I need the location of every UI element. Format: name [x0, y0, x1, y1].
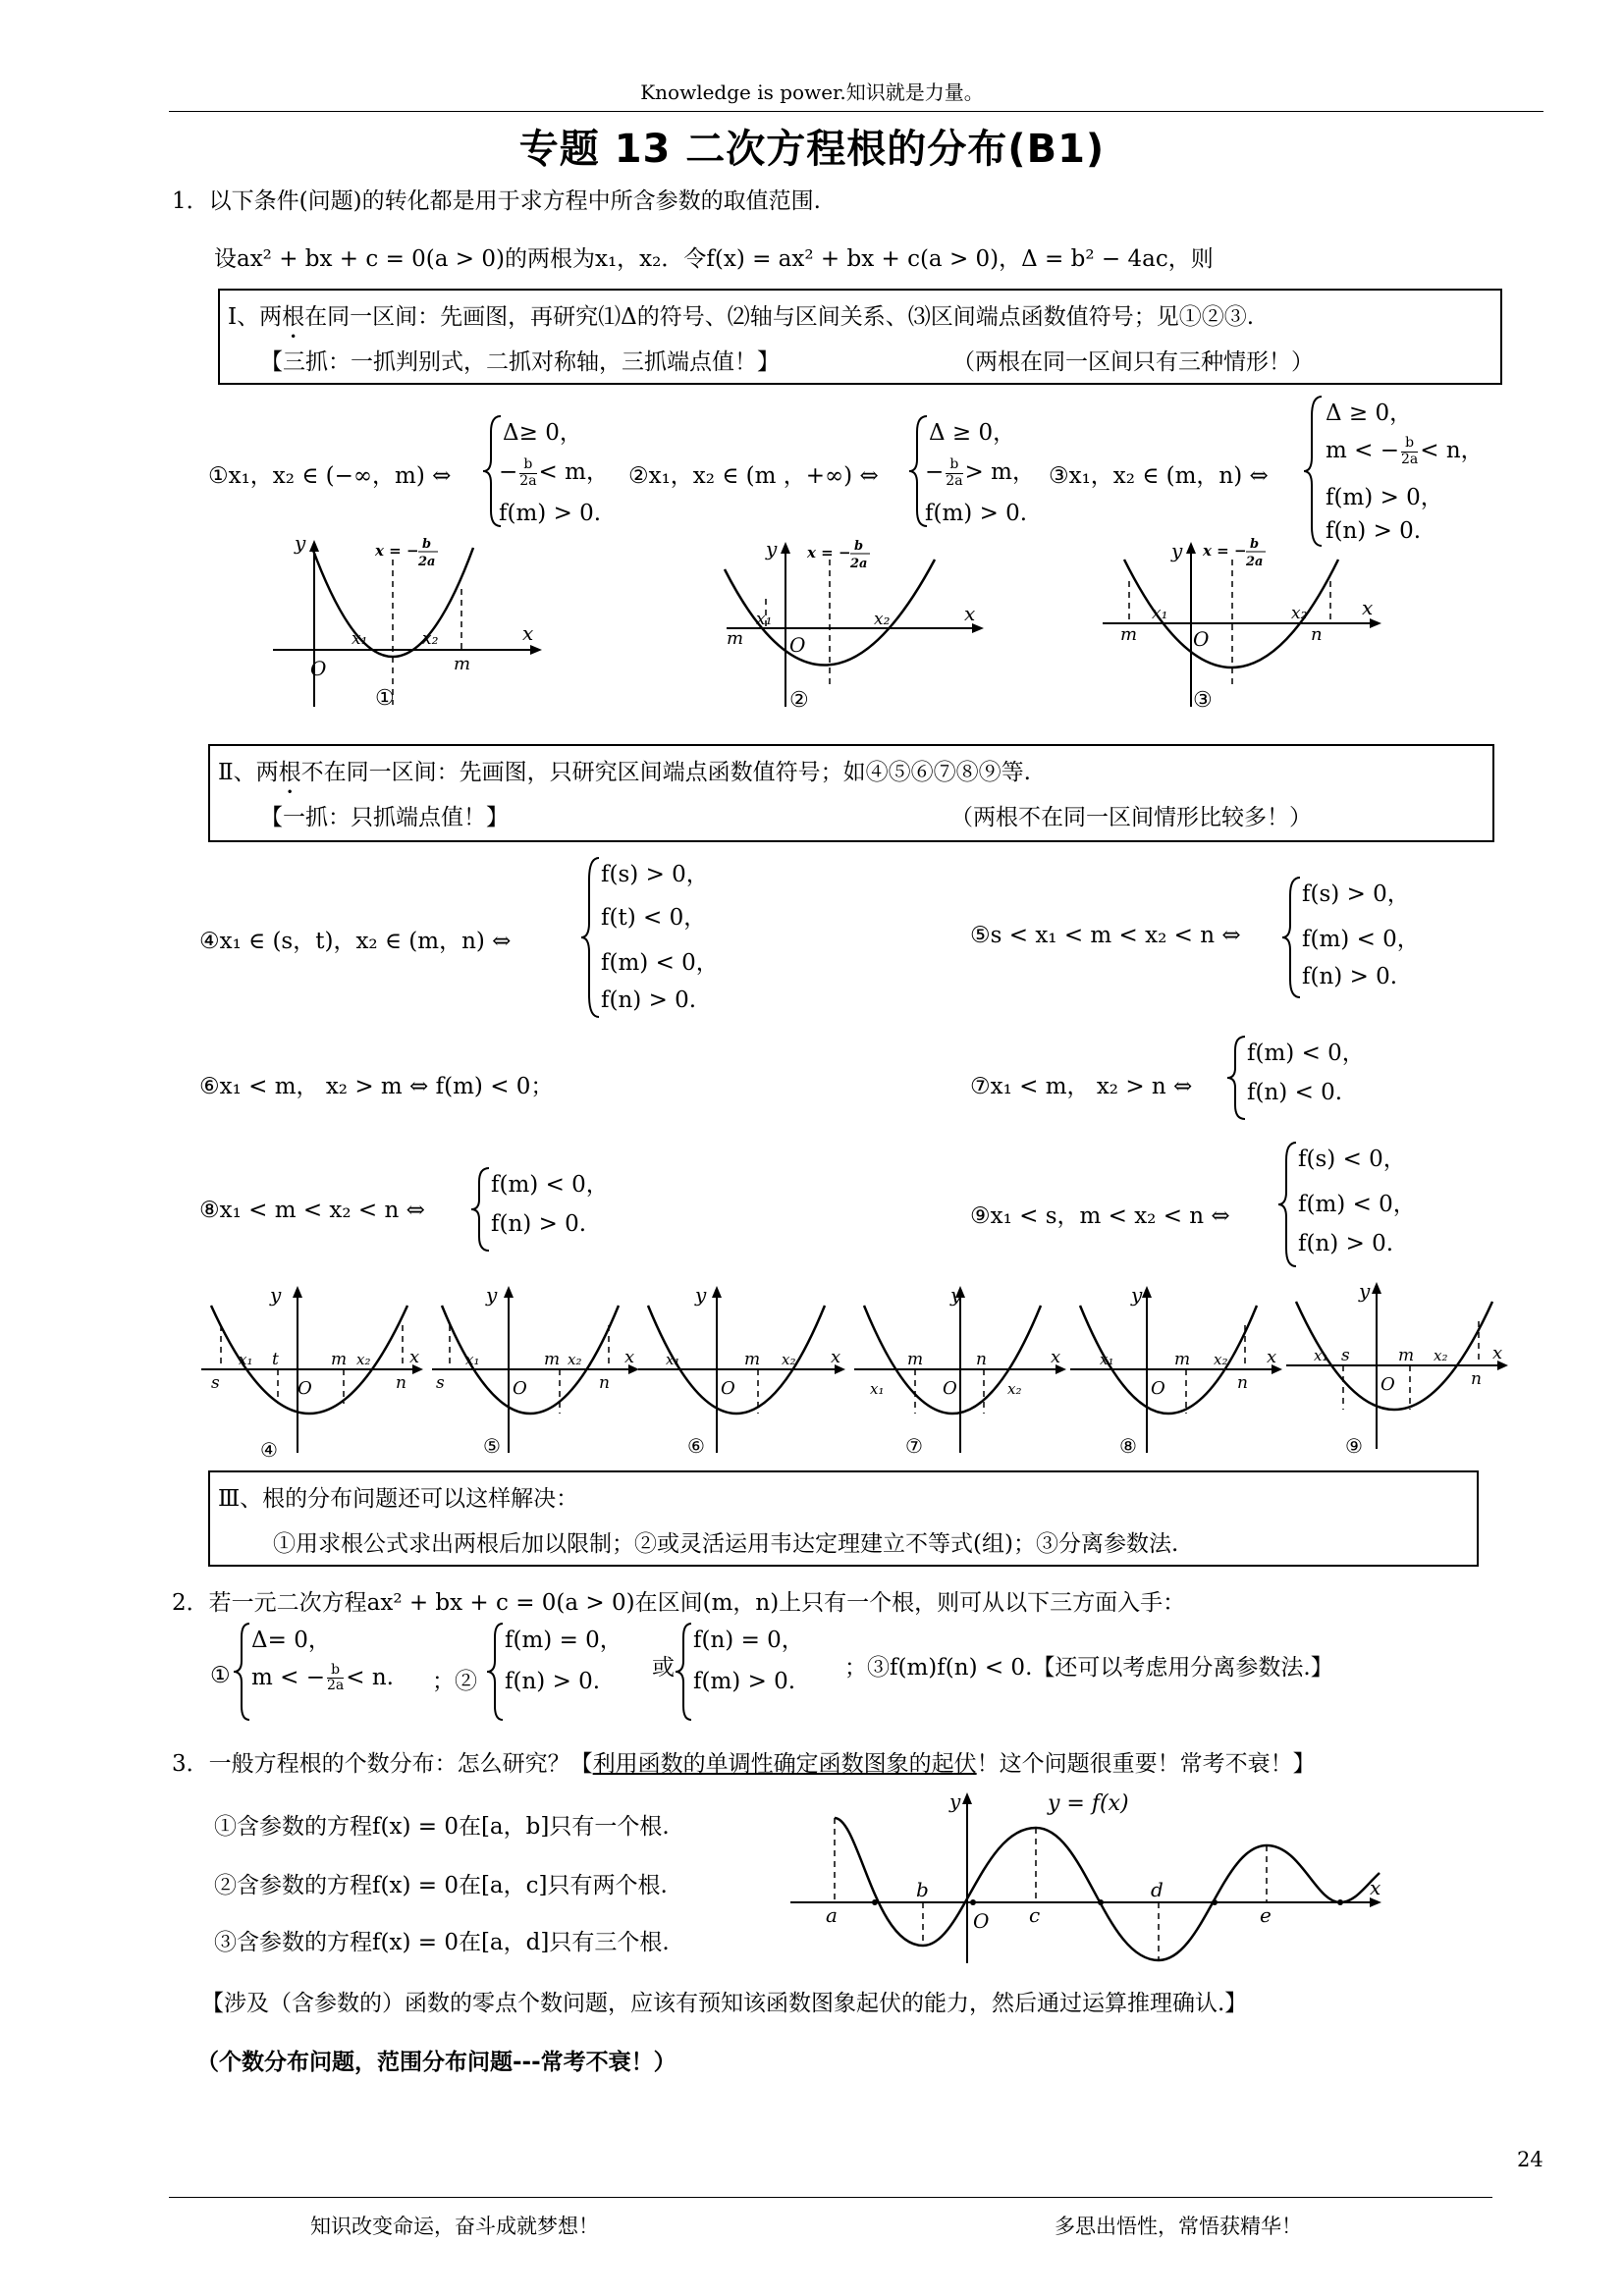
footer-rule — [169, 2197, 1492, 2198]
svg-text:x₂: x₂ — [1214, 1351, 1228, 1368]
svg-text:O: O — [973, 1909, 990, 1933]
case1-row3: f(m) > 0. — [499, 501, 602, 526]
svg-text:x₁: x₁ — [756, 610, 773, 629]
case5-row2: f(m) < 0， — [1302, 927, 1420, 952]
svg-text:m: m — [727, 628, 744, 649]
svg-text:b: b — [854, 539, 864, 554]
svg-text:d: d — [1151, 1878, 1164, 1901]
graph-case3 — [1095, 530, 1389, 717]
svg-text:y: y — [270, 1283, 282, 1307]
svg-text:a: a — [826, 1903, 838, 1927]
s3-item3: ③含参数的方程f(x) = 0在[a，d]只有三个根. — [214, 1930, 670, 1955]
svg-text:x: x — [1362, 596, 1374, 619]
svg-text:n: n — [1237, 1373, 1248, 1393]
svg-text:O: O — [298, 1378, 312, 1399]
case3-row4: f(n) > 0. — [1326, 518, 1422, 544]
svg-text:n: n — [1311, 624, 1323, 645]
case1-lhs: ①x₁，x₂ ∈ (−∞，m) ⇔ — [208, 463, 452, 489]
svg-text:x₂: x₂ — [1291, 604, 1308, 623]
svg-text:x₂: x₂ — [422, 629, 439, 649]
svg-text:2a: 2a — [418, 555, 436, 569]
svg-text:x = −: x = − — [807, 544, 851, 561]
s2-opt2-row1: f(m) = 0， — [505, 1628, 623, 1653]
graph-case5 — [432, 1276, 658, 1463]
svg-text:O: O — [1151, 1378, 1165, 1399]
s2-tail: ；③f(m)f(n) < 0.【还可以考虑用分离参数法.】 — [844, 1655, 1333, 1681]
case4-lhs: ④x₁ ∈ (s，t)，x₂ ∈ (m，n) ⇔ — [199, 929, 512, 954]
svg-text:O: O — [1193, 627, 1210, 651]
header-rule — [169, 111, 1543, 112]
s3-bold-note: （个数分布问题，范围分布问题---常考不衰！） — [196, 2050, 677, 2075]
svg-text:y: y — [950, 1283, 962, 1307]
svg-text:n: n — [396, 1373, 406, 1393]
s3-item1: ①含参数的方程f(x) = 0在[a，b]只有一个根. — [214, 1814, 670, 1840]
case4-row3: f(m) < 0， — [601, 950, 719, 976]
case3-brace — [1302, 393, 1326, 550]
svg-text:①: ① — [375, 686, 395, 711]
s2-opt1-row1: Δ= 0， — [251, 1628, 331, 1653]
s2-intro: 2．若一元二次方程ax² + bx + c = 0(a > 0)在区间(m，n)上只有一个根，则可从以下三方面入手： — [172, 1590, 1186, 1616]
svg-text:x₁: x₁ — [1100, 1351, 1114, 1368]
graph-case7 — [854, 1276, 1080, 1463]
svg-text:x: x — [522, 621, 534, 645]
box3-line1: Ⅲ、根的分布问题还可以这样解决： — [218, 1486, 579, 1512]
svg-text:y = f(x): y = f(x) — [1048, 1791, 1129, 1816]
case4-row4: f(n) > 0. — [601, 988, 697, 1013]
svg-text:x: x — [1370, 1876, 1381, 1899]
svg-text:y: y — [486, 1283, 498, 1307]
case3-row1: Δ ≥ 0， — [1326, 400, 1413, 426]
svg-text:O: O — [943, 1378, 957, 1399]
case3-row2: m < − $\frac{b}{2a}$ < n， — [1326, 435, 1484, 467]
case8-row1: f(m) < 0， — [491, 1172, 609, 1198]
case4-row1: f(s) > 0， — [601, 862, 709, 887]
box2-line2b: （两根不在同一区间情形比较多！） — [950, 805, 1312, 830]
case5-lhs: ⑤s < x₁ < m < x₂ < n ⇔ — [970, 923, 1241, 948]
s2-or: 或 — [652, 1655, 675, 1681]
svg-text:⑨: ⑨ — [1345, 1434, 1363, 1458]
svg-text:2a: 2a — [1246, 555, 1264, 569]
case3-row3: f(m) > 0， — [1326, 485, 1443, 510]
svg-text:m: m — [907, 1350, 924, 1369]
svg-text:O: O — [1380, 1374, 1395, 1395]
box1-line1: Ⅰ、两根在同一区间：先画图，再研究⑴Δ的符号、⑵轴与区间关系、⑶区间端点函数值符号；见①②③. — [228, 304, 1255, 330]
graph-case8 — [1070, 1276, 1296, 1463]
s2-opt3-brace — [674, 1620, 695, 1724]
svg-text:y: y — [766, 537, 778, 561]
case7-lhs: ⑦x₁ < m， x₂ > n ⇔ — [970, 1074, 1193, 1099]
svg-text:m: m — [1174, 1350, 1191, 1369]
box1-line2a: 【三抓：一抓判别式，二抓对称轴，三抓端点值！】 — [260, 349, 780, 375]
page-title: 专题 13 二次方程根的分布(B1) — [518, 127, 1106, 172]
s1-setup: 设ax² + bx + c = 0(a > 0)的两根为x₁，x₂．令f(x) = ax² + bx + c(a > 0)，Δ = b² − 4ac，则 — [214, 246, 1214, 272]
case7-brace — [1225, 1033, 1249, 1123]
svg-text:y: y — [1359, 1279, 1371, 1303]
case2-row3: f(m) > 0. — [925, 501, 1028, 526]
case6: ⑥x₁ < m， x₂ > m ⇔ f(m) < 0； — [199, 1074, 554, 1099]
svg-text:b: b — [1250, 537, 1260, 552]
svg-text:x₁: x₁ — [1152, 604, 1168, 623]
box1-line2b: （两根在同一区间只有三种情形！） — [952, 349, 1314, 375]
case1-row2: − $\frac{b}{2a}$ < m， — [499, 456, 609, 489]
s2-opt2-brace — [485, 1620, 507, 1724]
svg-text:y: y — [1131, 1283, 1143, 1307]
svg-text:y: y — [1171, 539, 1183, 562]
svg-text:x₁: x₁ — [870, 1380, 885, 1398]
svg-text:x₂: x₂ — [782, 1351, 796, 1368]
footer-right: 多思出悟性，常悟获精华！ — [1055, 2215, 1302, 2238]
case9-row1: f(s) < 0， — [1298, 1147, 1406, 1172]
svg-text:x₂: x₂ — [568, 1351, 582, 1368]
case9-row2: f(m) < 0， — [1298, 1192, 1416, 1217]
graph-case4 — [201, 1276, 427, 1463]
s3-intro: 3．一般方程根的个数分布：怎么研究？【利用函数的单调性确定函数图象的起伏！这个问题很重要！常考不衰！】 — [172, 1751, 1316, 1777]
svg-text:m: m — [454, 654, 471, 674]
box2-line1: Ⅱ、两根不在同一区间：先画图，只研究区间端点函数值符号；如④⑤⑥⑦⑧⑨等. — [218, 760, 1031, 785]
svg-text:m: m — [1120, 624, 1138, 645]
svg-text:x₁: x₁ — [666, 1351, 680, 1368]
svg-text:2a: 2a — [850, 557, 868, 571]
footer-left: 知识改变命运，奋斗成就梦想！ — [310, 2215, 599, 2238]
case2-lhs: ②x₁，x₂ ∈ (m ，+∞) ⇔ — [628, 463, 879, 489]
svg-text:b: b — [916, 1878, 929, 1901]
case5-row1: f(s) > 0， — [1302, 881, 1410, 907]
svg-text:m: m — [744, 1350, 761, 1369]
svg-text:②: ② — [789, 688, 809, 713]
svg-text:x = −: x = − — [1203, 542, 1247, 560]
page-number: 24 — [1517, 2148, 1543, 2171]
page-header: Knowledge is power.知识就是力量。 — [640, 80, 984, 104]
case8-brace — [469, 1164, 493, 1255]
svg-text:x: x — [409, 1347, 420, 1367]
case8-row2: f(n) > 0. — [491, 1211, 587, 1237]
svg-text:m: m — [1398, 1346, 1415, 1365]
svg-text:x₂: x₂ — [356, 1351, 371, 1368]
s2-opt3-row2: f(m) > 0. — [693, 1669, 796, 1694]
svg-text:x: x — [624, 1347, 635, 1367]
svg-text:⑦: ⑦ — [905, 1434, 923, 1458]
case1-row1: Δ≥ 0， — [503, 420, 582, 446]
graph-case6 — [638, 1276, 864, 1463]
s2-opt1-row2: m < − $\frac{b}{2a}$ < n. — [251, 1662, 394, 1694]
svg-text:x₂: x₂ — [874, 610, 891, 629]
case3-lhs: ③x₁，x₂ ∈ (m，n) ⇔ — [1049, 463, 1269, 489]
box3-line2: ①用求根公式求出两根后加以限制；②或灵活运用韦达定理建立不等式(组)；③分离参数法. — [273, 1531, 1179, 1557]
svg-text:x₁: x₁ — [465, 1351, 480, 1368]
svg-text:y: y — [295, 531, 306, 555]
svg-text:t: t — [272, 1350, 279, 1369]
graph-case2 — [707, 530, 1001, 717]
graph-fx — [790, 1789, 1389, 1965]
s2-opt1-label: ① — [210, 1663, 231, 1688]
svg-text:O: O — [310, 657, 327, 680]
svg-text:m: m — [544, 1350, 561, 1369]
svg-text:O: O — [513, 1378, 527, 1399]
svg-text:y: y — [949, 1789, 961, 1813]
svg-text:m: m — [331, 1350, 348, 1369]
svg-text:x: x — [964, 602, 976, 625]
case9-brace — [1276, 1139, 1300, 1270]
case2-row2: − $\frac{b}{2a}$ > m， — [925, 456, 1035, 489]
svg-text:O: O — [721, 1378, 735, 1399]
graph-case1 — [265, 530, 560, 717]
svg-text:s: s — [1341, 1346, 1350, 1365]
case7-row2: f(n) < 0. — [1247, 1080, 1343, 1105]
svg-text:s: s — [436, 1373, 445, 1393]
box2-line2a: 【一抓：只抓端点值！】 — [260, 805, 509, 830]
svg-text:⑤: ⑤ — [483, 1434, 501, 1458]
svg-text:⑥: ⑥ — [687, 1434, 705, 1458]
s2-opt3-row1: f(n) = 0， — [693, 1628, 804, 1653]
svg-text:③: ③ — [1193, 688, 1213, 713]
svg-text:n: n — [1471, 1369, 1482, 1389]
svg-text:s: s — [211, 1373, 220, 1393]
svg-text:c: c — [1029, 1903, 1041, 1927]
svg-text:b: b — [422, 537, 432, 552]
svg-text:n: n — [599, 1373, 610, 1393]
svg-text:④: ④ — [260, 1438, 278, 1462]
case7-row1: f(m) < 0， — [1247, 1041, 1365, 1066]
case8-lhs: ⑧x₁ < m < x₂ < n ⇔ — [199, 1198, 425, 1223]
case5-row3: f(n) > 0. — [1302, 964, 1398, 989]
s3-item2: ②含参数的方程f(x) = 0在[a，c]只有两个根. — [214, 1873, 668, 1898]
case5-brace — [1280, 874, 1304, 1001]
svg-text:y: y — [695, 1283, 707, 1307]
svg-text:x: x — [1051, 1347, 1061, 1367]
case4-brace — [579, 854, 603, 1021]
svg-text:x: x — [1492, 1343, 1503, 1363]
s2-opt1-brace — [232, 1620, 253, 1724]
svg-text:x₂: x₂ — [1007, 1380, 1022, 1398]
case4-row2: f(t) < 0， — [601, 905, 707, 931]
svg-text:x: x — [1267, 1347, 1277, 1367]
svg-text:x₁: x₁ — [1314, 1347, 1328, 1364]
svg-text:x₁: x₁ — [239, 1351, 253, 1368]
svg-text:n: n — [976, 1350, 987, 1369]
svg-text:x₁: x₁ — [352, 629, 368, 649]
svg-text:e: e — [1260, 1903, 1272, 1927]
case9-lhs: ⑨x₁ < s，m < x₂ < n ⇔ — [970, 1203, 1230, 1229]
s2-sep1: ；② — [432, 1669, 477, 1694]
s3-note: 【涉及（含参数的）函数的零点个数问题，应该有预知该函数图象起伏的能力，然后通过运算推理确认.】 — [201, 1991, 1248, 2016]
case9-row3: f(n) > 0. — [1298, 1231, 1394, 1256]
svg-text:x₂: x₂ — [1434, 1347, 1448, 1364]
s1-intro: 1．以下条件(问题)的转化都是用于求方程中所含参数的取值范围. — [172, 188, 821, 214]
svg-text:⑧: ⑧ — [1119, 1434, 1137, 1458]
s2-opt2-row2: f(n) > 0. — [505, 1669, 601, 1694]
case2-row1: Δ ≥ 0， — [929, 420, 1016, 446]
svg-text:O: O — [789, 633, 806, 657]
svg-text:x: x — [831, 1347, 841, 1367]
svg-text:x = −: x = − — [375, 542, 419, 560]
graph-case9 — [1286, 1272, 1522, 1459]
